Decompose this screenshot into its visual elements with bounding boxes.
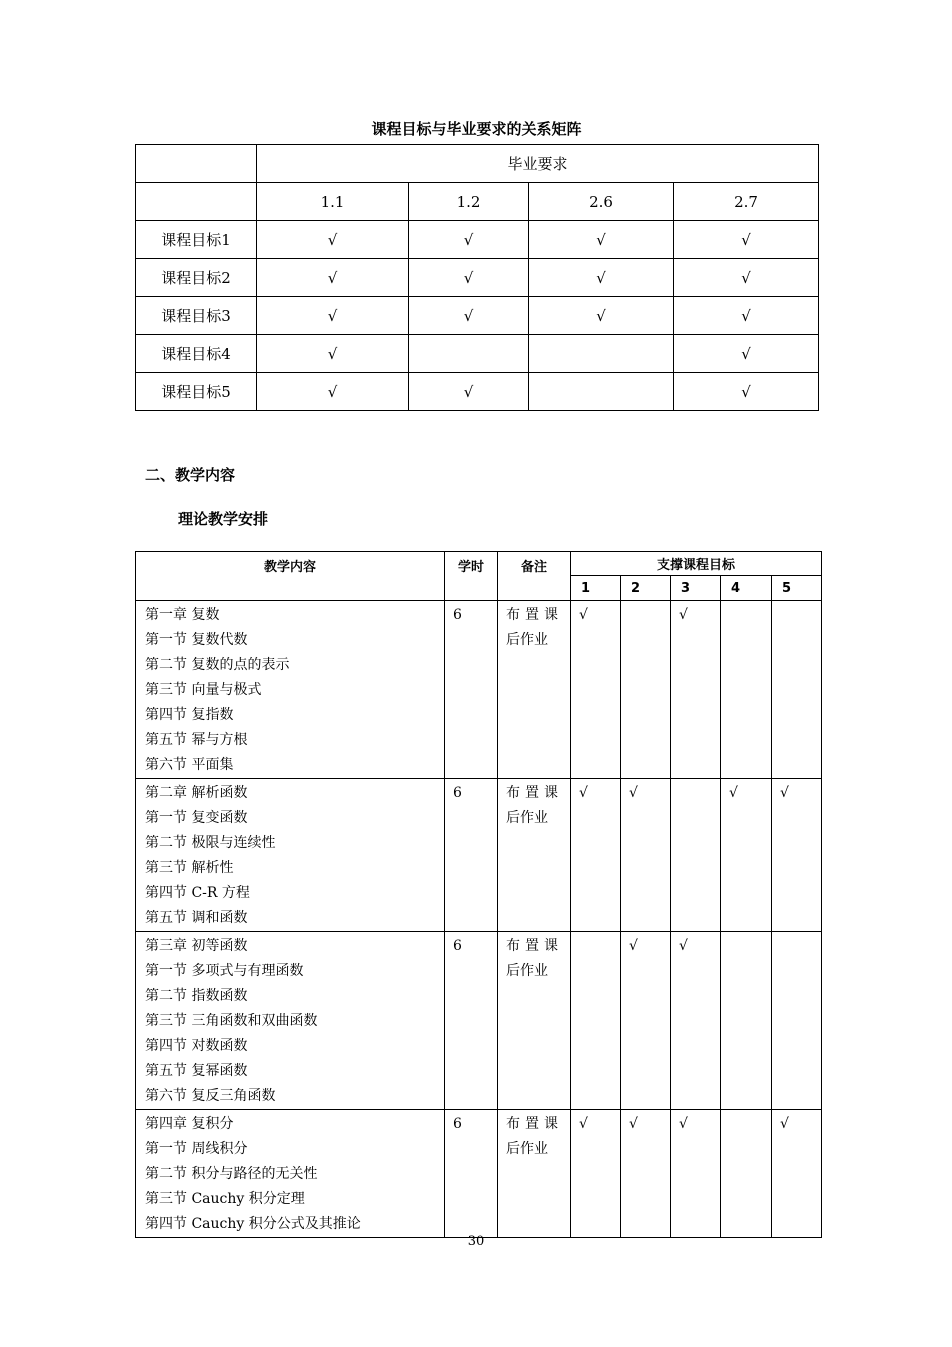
- objective-check: [772, 932, 822, 1110]
- content-line: 第二章 解析函数: [145, 785, 248, 801]
- objective-check: [721, 601, 772, 779]
- header-objective-number: 2: [621, 576, 671, 601]
- matrix-column-header-row: [136, 183, 819, 221]
- remark-line: 布置课: [506, 1116, 563, 1132]
- chapter-row: [136, 1110, 822, 1238]
- objective-check: [721, 1110, 772, 1238]
- matrix-cell: √: [257, 221, 409, 259]
- content-line: 第一节 周线积分: [145, 1141, 248, 1157]
- chapter-content: [136, 932, 445, 1110]
- content-line: 第五节 调和函数: [145, 910, 248, 926]
- matrix-cell: √: [529, 297, 674, 335]
- content-line: 第四节 复指数: [145, 707, 234, 723]
- remark-line: 布置课: [506, 607, 563, 623]
- objective-check: [721, 932, 772, 1110]
- chapter-hours: 6: [445, 601, 498, 779]
- content-line: 第六节 平面集: [145, 757, 234, 773]
- matrix-row: [136, 335, 819, 373]
- matrix-column-header: 1.2: [409, 183, 529, 221]
- matrix-column-header: 2.6: [529, 183, 674, 221]
- objectives-requirements-matrix: [135, 144, 819, 411]
- teaching-schedule-table: [135, 551, 822, 1238]
- objective-check: [621, 601, 671, 779]
- matrix-cell: √: [409, 221, 529, 259]
- objective-check: √: [671, 1110, 721, 1238]
- page-number: 30: [467, 1234, 485, 1249]
- content-line: 第六节 复反三角函数: [145, 1088, 276, 1104]
- header-objective-number: 5: [772, 576, 822, 601]
- content-line: 第五节 幂与方根: [145, 732, 248, 748]
- chapter-hours: 6: [445, 779, 498, 932]
- content-line: 第三节 解析性: [145, 860, 234, 876]
- content-line: 第二节 极限与连续性: [145, 835, 276, 851]
- remark-line: 后作业: [506, 810, 548, 826]
- remark-line: 布置课: [506, 938, 563, 954]
- header-remarks: 备注: [498, 552, 571, 601]
- matrix-cell: √: [529, 221, 674, 259]
- chapter-row: [136, 601, 822, 779]
- matrix-cell: √: [674, 221, 819, 259]
- objective-check: √: [671, 601, 721, 779]
- matrix-corner-cell: [136, 183, 257, 221]
- matrix-row-label: 课程目标2: [136, 259, 257, 297]
- matrix-column-header: 1.1: [257, 183, 409, 221]
- matrix-cell: [529, 373, 674, 411]
- chapter-hours: 6: [445, 932, 498, 1110]
- content-line: 第一节 复数代数: [145, 632, 248, 648]
- chapter-content: [136, 779, 445, 932]
- matrix-cell: [409, 335, 529, 373]
- matrix-row-label: 课程目标3: [136, 297, 257, 335]
- content-line: 第三章 初等函数: [145, 938, 248, 954]
- header-objective-number: 4: [721, 576, 772, 601]
- content-line: 第三节 Cauchy 积分定理: [145, 1191, 305, 1207]
- matrix-row-label: 课程目标5: [136, 373, 257, 411]
- objective-check: √: [621, 1110, 671, 1238]
- remark-line: 后作业: [506, 963, 548, 979]
- matrix-row-label: 课程目标4: [136, 335, 257, 373]
- matrix-cell: √: [674, 335, 819, 373]
- objective-check: √: [671, 932, 721, 1110]
- chapter-row: [136, 779, 822, 932]
- matrix-title: 课程目标与毕业要求的关系矩阵: [371, 120, 582, 138]
- matrix-cell: √: [257, 373, 409, 411]
- objective-check: [671, 779, 721, 932]
- objective-check: √: [772, 779, 822, 932]
- content-line: 第一节 复变函数: [145, 810, 248, 826]
- matrix-cell: √: [529, 259, 674, 297]
- objective-check: √: [571, 1110, 621, 1238]
- content-line: 第一节 多项式与有理函数: [145, 963, 304, 979]
- header-objective-number: 3: [671, 576, 721, 601]
- matrix-group-header-row: [136, 145, 819, 183]
- content-line: 第四节 C-R 方程: [145, 885, 250, 901]
- matrix-cell: √: [674, 297, 819, 335]
- header-hours: 学时: [445, 552, 498, 601]
- content-line: 第四章 复积分: [145, 1116, 234, 1132]
- chapter-remark: [498, 601, 571, 779]
- matrix-cell: √: [409, 297, 529, 335]
- matrix-cell: √: [257, 297, 409, 335]
- matrix-corner-cell: [136, 145, 257, 183]
- chapter-hours: 6: [445, 1110, 498, 1238]
- matrix-cell: √: [257, 259, 409, 297]
- content-line: 第五节 复幂函数: [145, 1063, 248, 1079]
- content-line: 第二节 指数函数: [145, 988, 248, 1004]
- content-line: 第四节 Cauchy 积分公式及其推论: [145, 1216, 361, 1232]
- matrix-cell: √: [409, 259, 529, 297]
- matrix-column-header: 2.7: [674, 183, 819, 221]
- header-objectives: 支撑课程目标: [571, 552, 822, 576]
- matrix-cell: √: [674, 259, 819, 297]
- content-line: 第三节 三角函数和双曲函数: [145, 1013, 318, 1029]
- content-line: 第一章 复数: [145, 607, 220, 623]
- objective-check: √: [571, 779, 621, 932]
- remark-line: 后作业: [506, 1141, 548, 1157]
- matrix-cell: [529, 335, 674, 373]
- remark-line: 后作业: [506, 632, 548, 648]
- matrix-row: [136, 221, 819, 259]
- subsection-heading: 理论教学安排: [178, 510, 269, 528]
- matrix-cell: √: [409, 373, 529, 411]
- chapter-remark: [498, 779, 571, 932]
- content-line: 第二节 积分与路径的无关性: [145, 1166, 318, 1182]
- content-line: 第四节 对数函数: [145, 1038, 248, 1054]
- matrix-row: [136, 259, 819, 297]
- matrix-cell: √: [674, 373, 819, 411]
- header-objective-number: 1: [571, 576, 621, 601]
- objective-check: [571, 932, 621, 1110]
- chapter-remark: [498, 1110, 571, 1238]
- chapter-content: [136, 1110, 445, 1238]
- matrix-row-label: 课程目标1: [136, 221, 257, 259]
- objective-check: √: [621, 932, 671, 1110]
- matrix-row: [136, 373, 819, 411]
- section-heading: 二、教学内容: [145, 466, 236, 484]
- content-line: 第二节 复数的点的表示: [145, 657, 290, 673]
- objective-check: √: [621, 779, 671, 932]
- remark-line: 布置课: [506, 785, 563, 801]
- chapter-row: [136, 932, 822, 1110]
- objective-check: √: [721, 779, 772, 932]
- chapter-content: [136, 601, 445, 779]
- matrix-cell: √: [257, 335, 409, 373]
- matrix-group-header: 毕业要求: [257, 145, 819, 183]
- matrix-row: [136, 297, 819, 335]
- objective-check: [772, 601, 822, 779]
- schedule-header-row: [136, 552, 822, 576]
- content-line: 第三节 向量与极式: [145, 682, 262, 698]
- chapter-remark: [498, 932, 571, 1110]
- objective-check: √: [772, 1110, 822, 1238]
- objective-check: √: [571, 601, 621, 779]
- header-content: 教学内容: [136, 552, 445, 601]
